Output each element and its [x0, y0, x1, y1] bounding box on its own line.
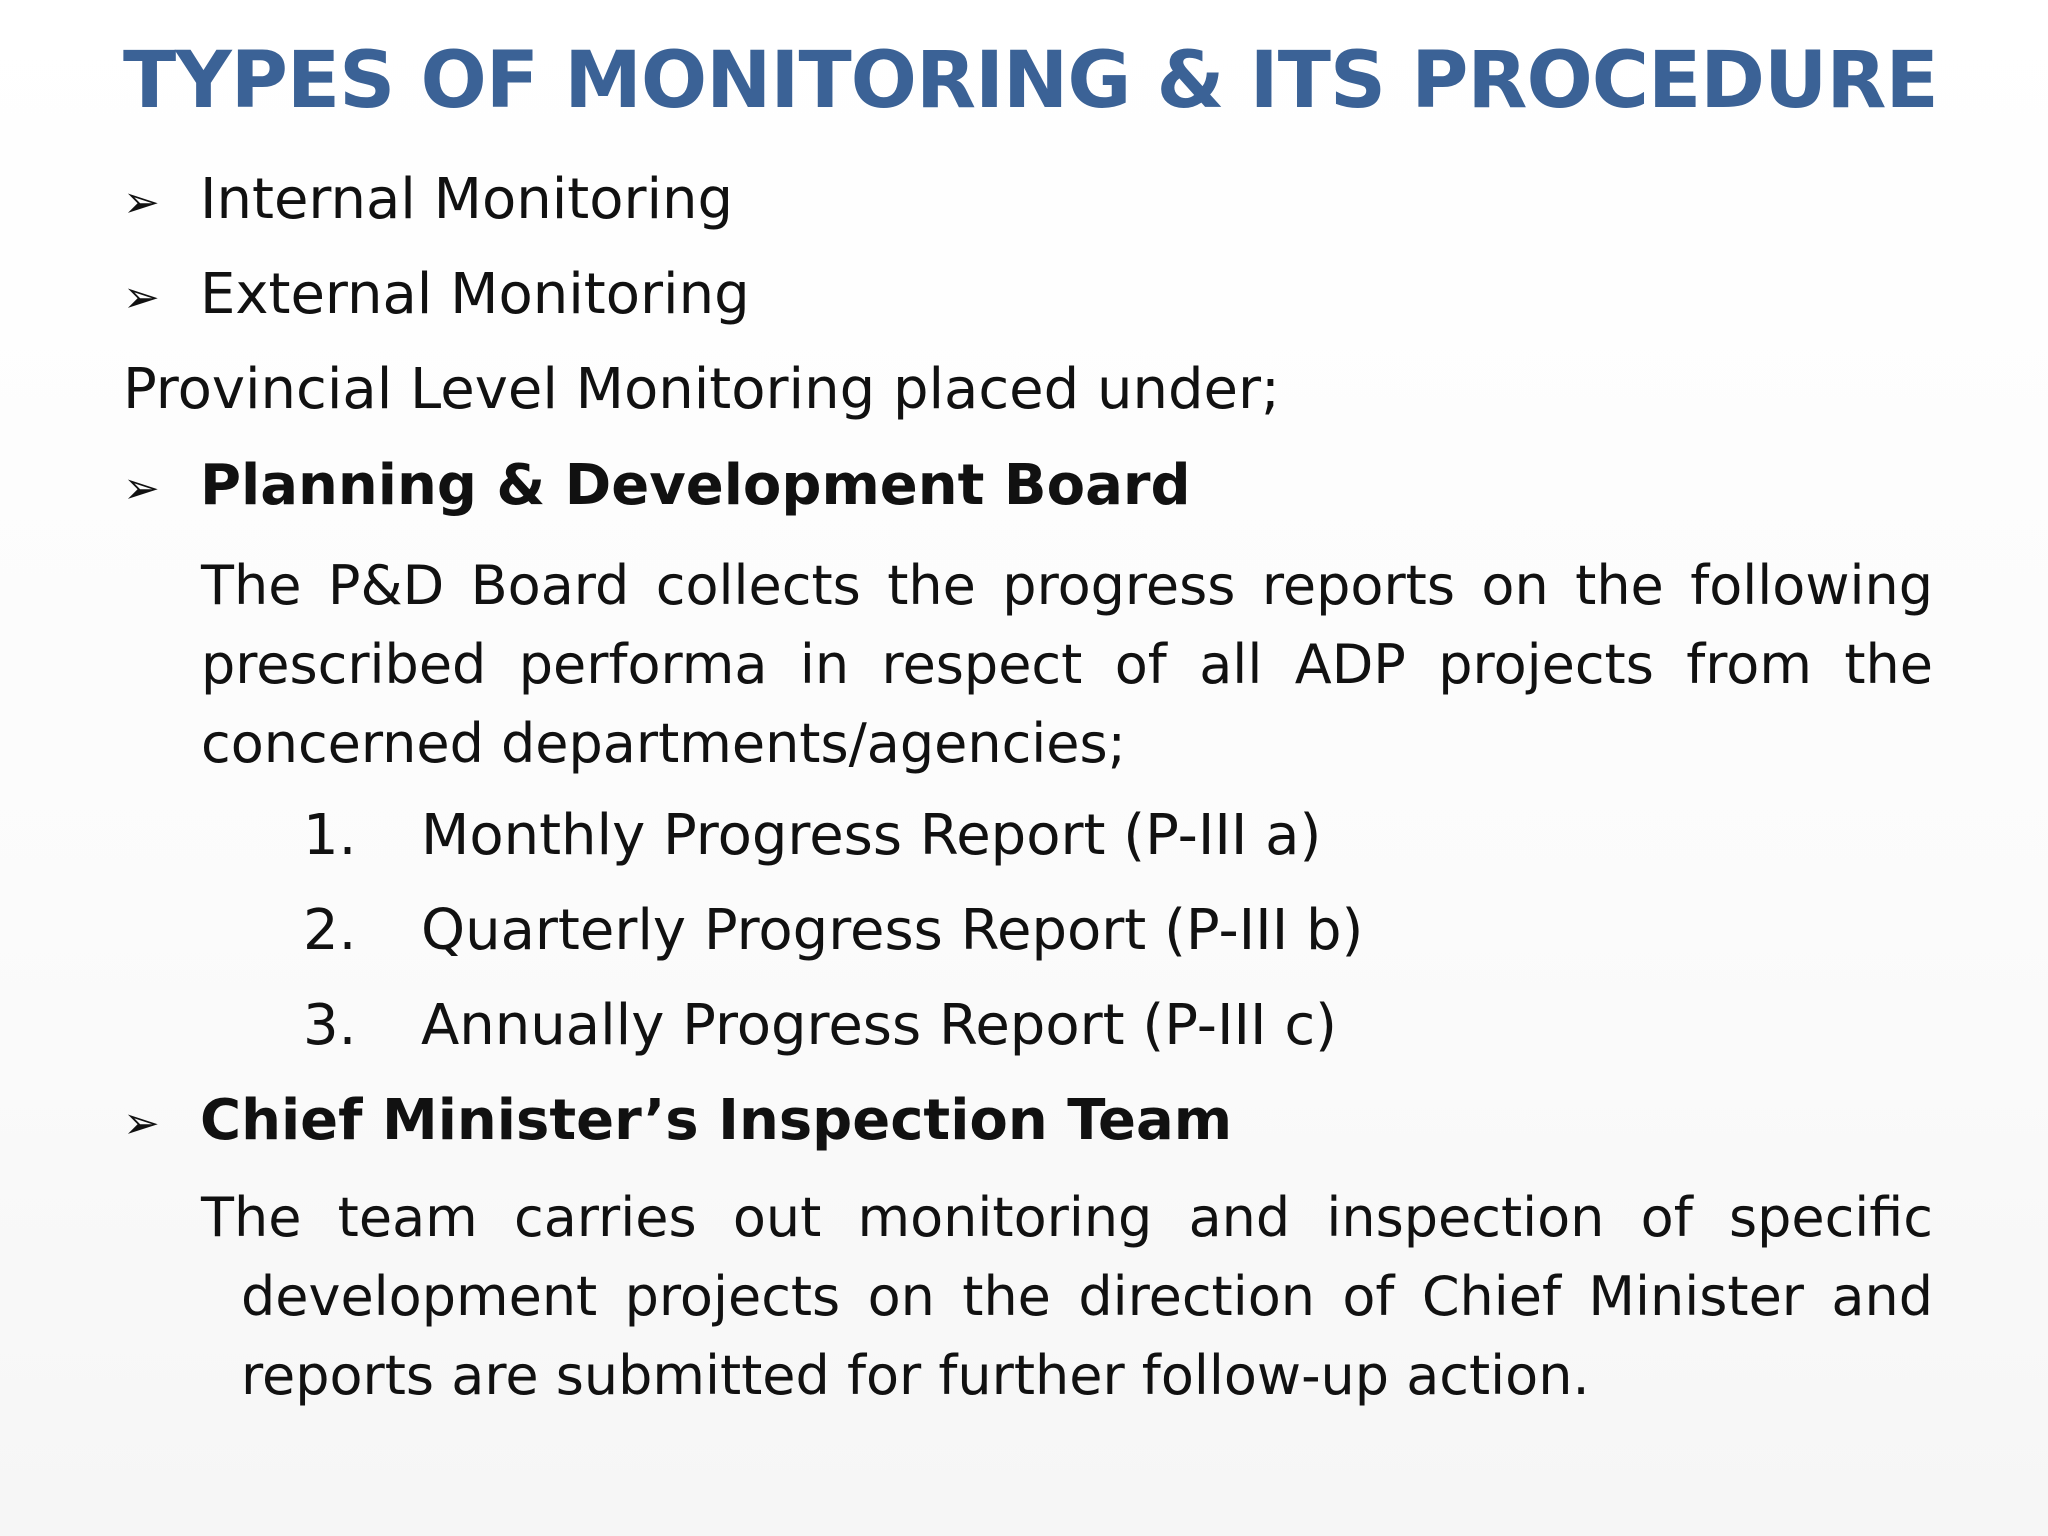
report-item	[303, 803, 1322, 868]
arrow-bullet-icon: ➢	[123, 462, 160, 514]
report-number: 3.	[303, 993, 357, 1058]
bullet-cm-team	[123, 1088, 1233, 1153]
cm-team-description-line1: The team carries out monitoring and inspection of specific	[201, 1186, 1933, 1249]
pd-board-description: The P&D Board collects the progress reports on the following prescribed performa in respect of all ADP projects from the concerned departments/agencies;	[201, 554, 1933, 775]
slide-title: TYPES OF MONITORING & ITS PROCEDURE	[123, 36, 1938, 126]
arrow-bullet-icon: ➢	[123, 176, 160, 228]
arrow-bullet-icon: ➢	[123, 1097, 160, 1149]
cm-team-description-rest: development projects on the direction of Chief Minister and reports are submitted for further follow-up action.	[241, 1265, 1933, 1407]
bullet-pd-board	[123, 453, 1191, 518]
bullet-text: External Monitoring	[200, 262, 750, 327]
cm-team-heading: Chief Minister’s Inspection Team	[200, 1088, 1233, 1153]
report-item	[303, 898, 1364, 963]
report-number: 1.	[303, 803, 357, 868]
pd-board-heading: Planning & Development Board	[200, 453, 1191, 518]
provincial-text: Provincial Level Monitoring placed under;	[123, 357, 1280, 422]
report-number: 2.	[303, 898, 357, 963]
bullet-text: Internal Monitoring	[200, 167, 734, 232]
report-text: Annually Progress Report (P-III c)	[421, 993, 1337, 1058]
arrow-bullet-icon: ➢	[123, 271, 160, 323]
bullet-external-monitoring	[123, 262, 750, 327]
report-text: Monthly Progress Report (P-III a)	[421, 803, 1322, 868]
report-text: Quarterly Progress Report (P-III b)	[421, 898, 1364, 963]
bullet-internal-monitoring	[123, 167, 734, 232]
report-item	[303, 993, 1337, 1058]
